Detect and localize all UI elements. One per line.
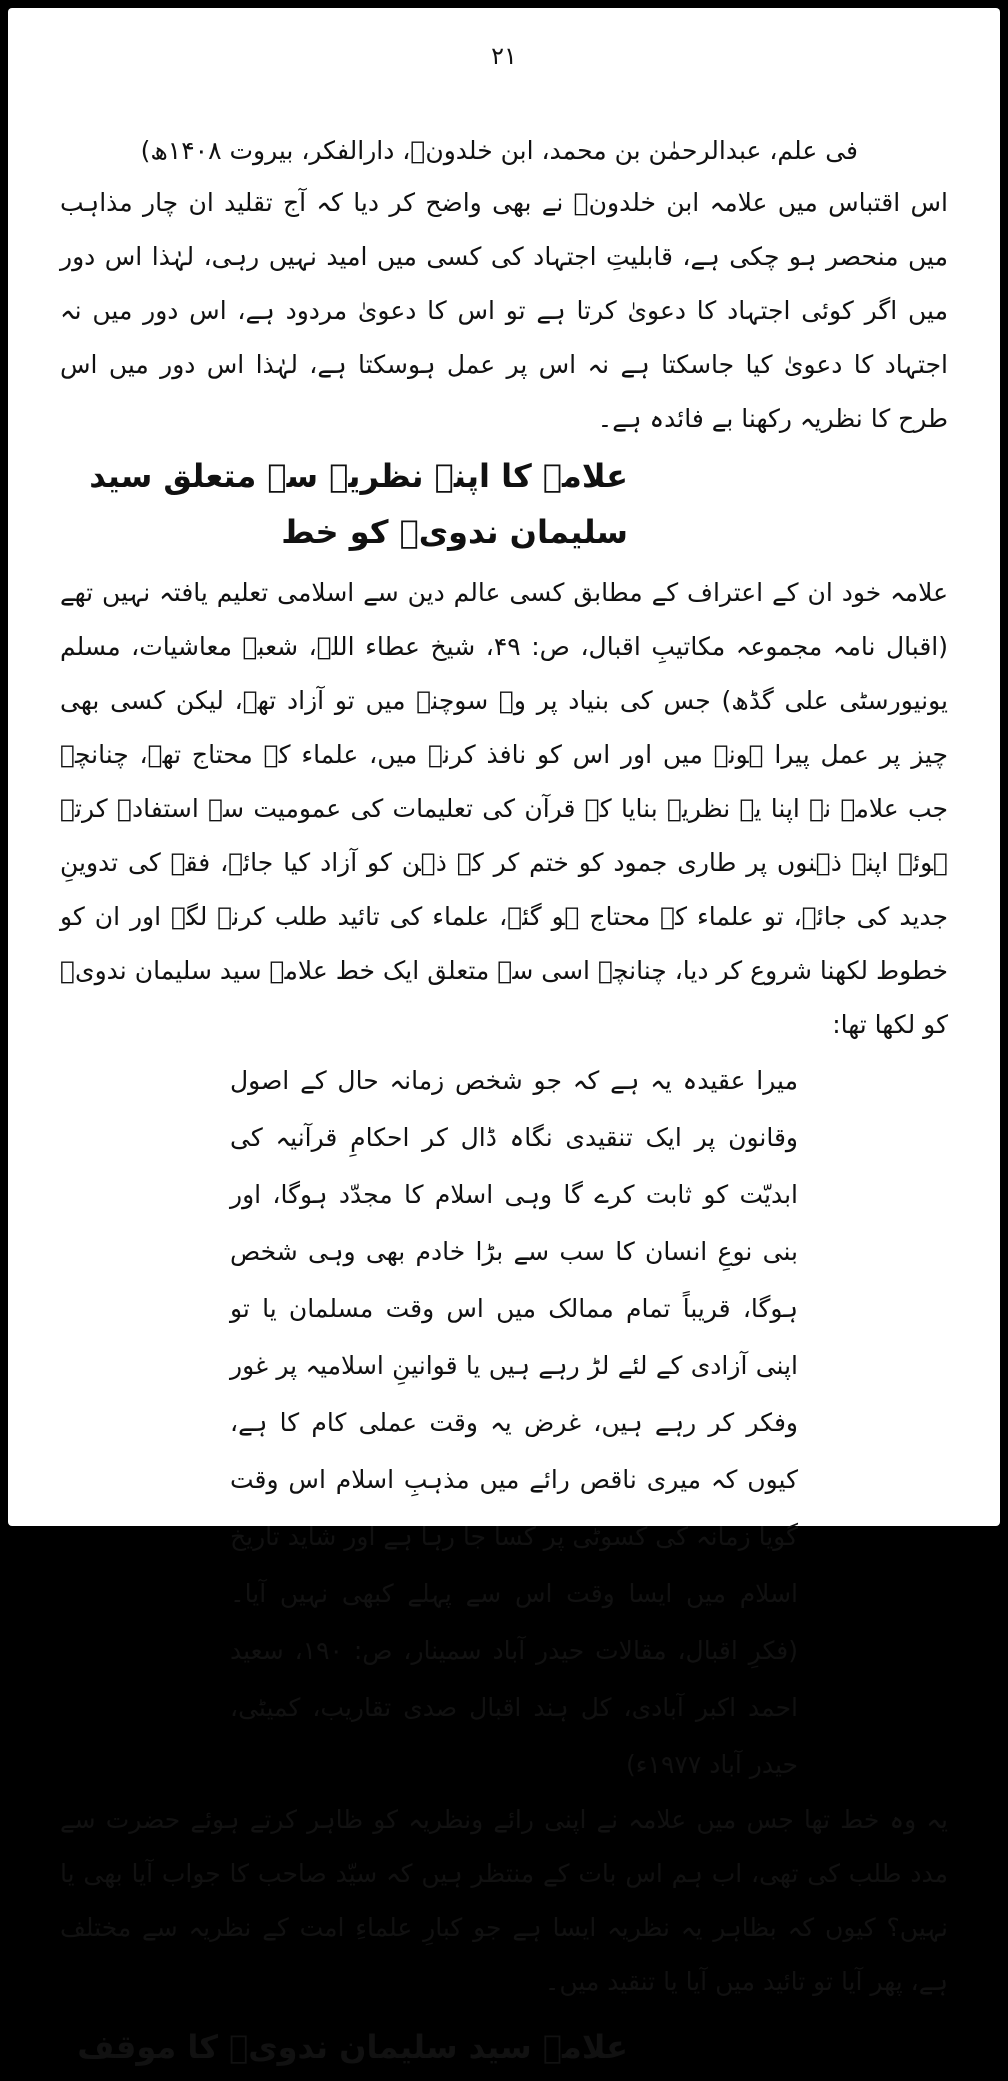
- document-page: [8, 8, 1000, 2066]
- block-quote-letter: میرا عقیدہ یہ ہے کہ جو شخص زمانہ حال کے اصول وقانون پر ایک تنقیدی نگاہ ڈال کر احکامِ قرآنیہ کی ابدیّت کو ثابت کرے گا وہی اسلام کا مجدّد ہوگا، اور بنی نوعِ انسان کا سب سے بڑا خادم بھی وہی شخص ہوگا، قریباً تمام ممالک میں اس وقت مسلمان یا تو اپنی آزادی کے لئے لڑ رہے ہیں یا قوانینِ اسلامیہ پر غور وفکر کر رہے ہیں، غرض یہ وقت عملی کام کا ہے، کیوں کہ میری ناقص رائے میں مذہبِ اسلام اس وقت گویا زمانہ کی کسوٹی پر کسا جا رہا ہے اور شاید تاریخ اسلام میں ایسا وقت اس سے پہلے کبھی نہیں آیا۔ (فکرِ اقبال، مقالات حیدر آباد سمینار، ص: ۱۹۰، سعید احمد اکبر آبادی، کل ہند اقبال صدی تقاریب، کمیٹی، حیدر آباد ۱۹۷۷ء): [230, 1066, 798, 1779]
- page-number: ۲۱: [491, 42, 517, 70]
- page-content: [60, 126, 948, 2081]
- paragraph-allama-background: علامہ خود ان کے اعتراف کے مطابق کسی عالم دین سے اسلامی تعلیم یافتہ نہیں تھے (اقبال نامہ مجموعہ مکاتیبِ اقبال، ص: ۴۹، شیخ عطاء اللہ، شعبہ معاشیات، مسلم یونیورسٹی علی گڈھ) جس کی بنیاد پر وہ سوچنے میں تو آزاد تھے، لیکن کسی بھی چیز پر عمل پیرا ہونے میں اور اس کو نافذ کرنے میں، علماء کے محتاج تھے، چنانچہ جب علامہ نے اپنا یہ نظریہ بنایا کہ قرآن کی تعلیمات کی عمومیت سے استفادہ کرتے ہوئے اپنے ذہنوں پر طاری جمود کو ختم کر کے ذہن کو آزاد کیا جائے، فقہ کی تدوینِ جدید کی جائے، تو علماء کے محتاج ہو گئے، علماء کی تائید طلب کرنے لگے اور ان کو خطوط لکھنا شروع کر دیا، چنانچہ اسی سے متعلق ایک خط علامہ سید سلیمان ندویؒ کو لکھا تھا:: [60, 578, 948, 1039]
- citation-line: فی علم، عبدالرحمٰن بن محمد، ابن خلدونؒ، دارالفکر، بیروت ۱۴۰۸ھ): [140, 136, 858, 165]
- section-heading-nadvi-position: علامہ سید سلیمان ندویؒ کا موقف: [77, 2028, 628, 2066]
- section-heading-letter: علامہ کا اپنے نظریہ سے متعلق سید سلیمان ندویؒ کو خط: [89, 457, 628, 551]
- paragraph-letter-discussion: یہ وہ خط تھا جس میں علامہ نے اپنی رائے ونظریہ کو ظاہر کرتے ہوئے حضرت سے مدد طلب کی تھی، اب ہم اس بات کے منتظر ہیں کہ سیّد صاحب کا جواب آیا بھی یا نہیں؟ کیوں کہ بظاہر یہ نظریہ ایسا ہے جو کبارِ علماءِ امت کے نظریہ سے مختلف ہے، پھر آیا تو تائید میں آیا یا تنقید میں۔: [60, 1805, 948, 1996]
- paragraph-ibn-khaldun-commentary: اس اقتباس میں علامہ ابن خلدونؒ نے بھی واضح کر دیا کہ آج تقلید ان چار مذاہب میں منحصر ہو چکی ہے، قابلیتِ اجتہاد کی کسی میں امید نہیں رہی، لہٰذا اس دور میں اگر کوئی اجتہاد کا دعویٰ کرتا ہے تو اس کا دعویٰ مردود ہے، اس دور میں نہ اجتہاد کا دعویٰ کیا جاسکتا ہے نہ اس پر عمل ہوسکتا ہے، لہٰذا اس دور میں اس طرح کا نظریہ رکھنا بے فائدہ ہے۔: [60, 188, 948, 433]
